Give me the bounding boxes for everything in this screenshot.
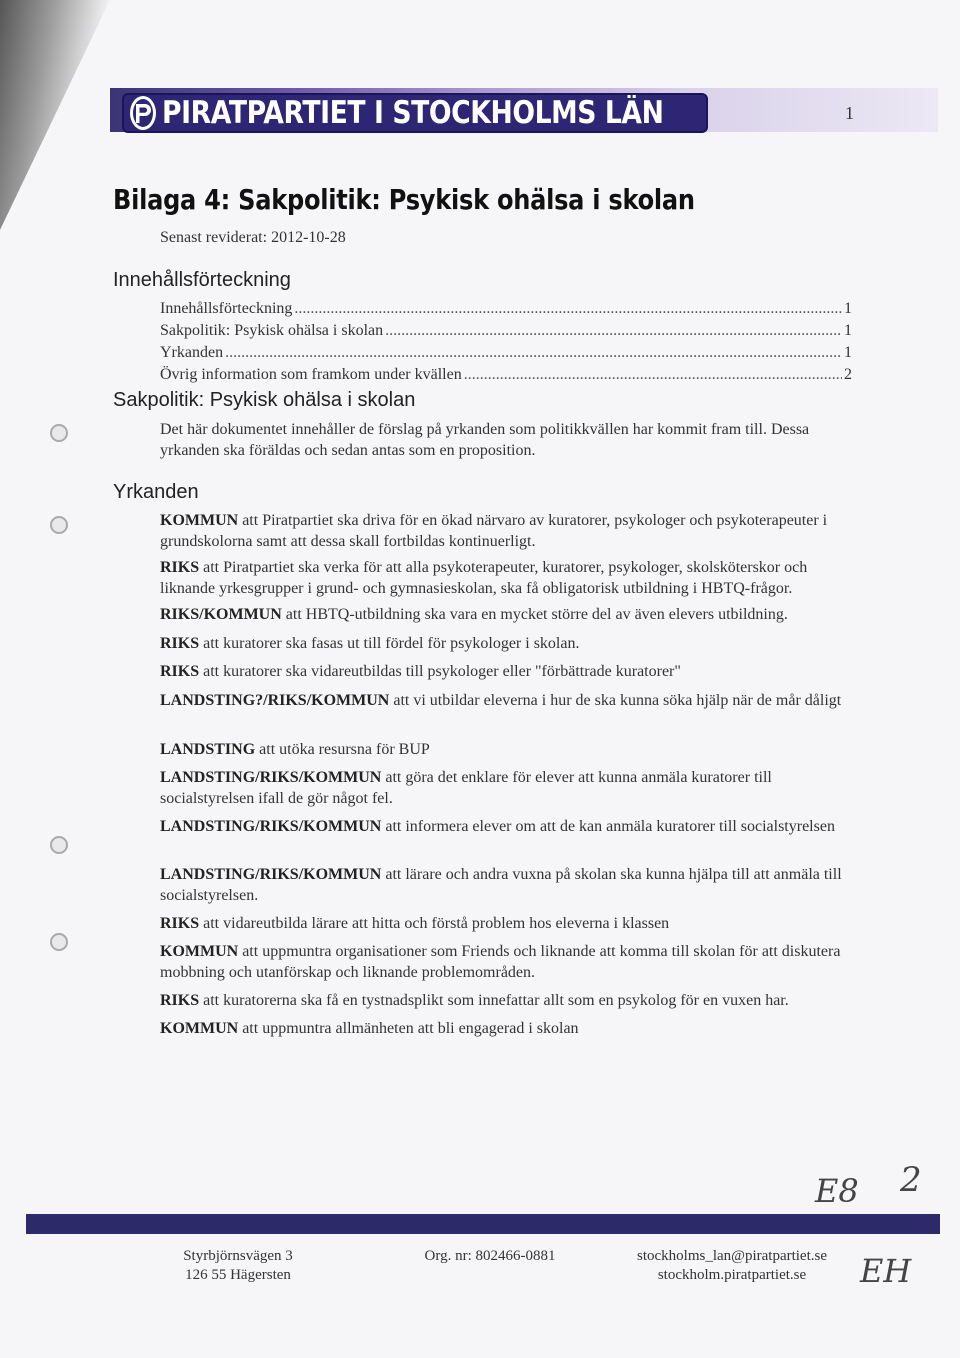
motion-text: att informera elever om att de kan anmäla kuratorer till socialstyrelsen [381,818,835,835]
motion-level: LANDSTING/RIKS/KOMMUN [160,866,382,883]
toc-entry-page: 1 [844,300,852,317]
address-line: 126 55 Hägersten [185,1267,291,1283]
motion-level: RIKS [160,559,200,576]
motion-text: att uppmuntra organisationer som Friends och liknande att komma till skolan för att diskutera mobbning och utanförskap och liknande problemområden. [160,943,841,981]
motion-item [160,913,850,934]
toc-entry[interactable] [160,364,852,386]
footer-email[interactable]: stockholms_lan@piratpartiet.se [636,1248,828,1264]
punch-hole [50,933,68,951]
toc-entry-title: Övrig information som framkom under kvällen [160,366,462,383]
punch-hole [50,516,68,534]
toc-heading: Innehållsförteckning [113,269,291,291]
section-heading: Sakpolitik: Psykisk ohälsa i skolan [113,389,416,411]
toc-entry-title: Yrkanden [160,344,224,361]
motion-text: att HBTQ-utbildning ska vara en mycket större del av även elevers utbildning. [281,606,788,623]
motion-item [160,816,850,837]
footer-website[interactable]: stockholm.piratpartiet.se [657,1267,807,1283]
motion-level: KOMMUN [160,943,239,960]
motion-level: RIKS [160,663,200,680]
motion-text: att lärare och andra vuxna på skolan ska kunna hjälpa till att anmäla till socialstyrelsen. [160,866,842,904]
handwritten-note: E8 [815,1172,859,1210]
handwritten-note: 2 [900,1160,922,1200]
toc-leader [464,364,842,386]
section-heading: Yrkanden [113,481,199,503]
address-line: Styrbjörnsvägen 3 [183,1248,293,1264]
motion-level: RIKS [160,992,200,1009]
toc-leader [294,298,842,320]
motion-text: att kuratorerna ska få en tystnadsplikt som innefattar allt som en psykolog för en vuxen har. [199,992,789,1009]
punch-hole [50,836,68,854]
motion-item [160,557,850,599]
motion-item [160,604,850,625]
motion-item [160,767,850,809]
motion-level: RIKS [160,915,200,932]
punch-hole [50,424,68,442]
motion-level: RIKS/KOMMUN [160,606,282,623]
motion-text: att uppmuntra allmänheten att bli engagerad i skolan [238,1020,579,1037]
toc-entry[interactable] [160,298,852,320]
org-number: Org. nr: 802466-0881 [424,1248,556,1264]
party-logo [122,93,708,133]
toc-entry[interactable] [160,320,852,342]
motion-text: att Piratpartiet ska verka för att alla psykoterapeuter, kuratorer, psykologer, skolsköterskor och liknande yrkesgrupper i grund- och gymnasieskolan, ska få obligatorisk utbildning i HBTQ-frågor. [160,559,808,597]
pirate-flag-icon [130,96,156,130]
toc-entry-page: 1 [844,322,852,339]
motion-level: KOMMUN [160,512,239,529]
page-number: 1 [845,103,854,123]
toc-entry-page: 2 [844,366,852,383]
toc-leader [225,342,842,364]
motion-level: RIKS [160,635,200,652]
document-title: Bilaga 4: Sakpolitik: Psykisk ohälsa i skolan [113,183,695,216]
footer-address [170,1247,306,1285]
motion-item [160,633,850,654]
motion-item [160,661,850,682]
toc-entry-page: 1 [844,344,852,361]
motion-text: att vidareutbilda lärare att hitta och förstå problem hos eleverna i klassen [199,915,670,932]
footer-org [410,1247,570,1266]
motion-level: LANDSTING [160,741,256,758]
section-intro: Det här dokumentet innehåller de förslag på yrkanden som politikkvällen har kommit fram till. Dessa yrkanden ska föräldas och sedan antas som en proposition. [160,421,810,459]
toc-leader [385,320,842,342]
logo-text: PIRATPARTIET I STOCKHOLMS LÄN [162,95,664,131]
toc-entry-title: Sakpolitik: Psykisk ohälsa i skolan [160,322,384,339]
motion-item [160,990,850,1011]
motion-item [160,941,850,983]
motion-item [160,690,850,711]
motion-text: att kuratorer ska fasas ut till fördel för psykologer i skolan. [199,635,580,652]
motion-item [160,1018,850,1039]
motion-text: att Piratpartiet ska driva för en ökad närvaro av kuratorer, psykologer och psykoterapeuter i grundskolorna samt att dessa skall fortbildas kontinuerligt. [160,512,828,550]
scan-shadow [0,0,110,230]
footer-contact [622,1247,842,1285]
motion-item [160,864,850,906]
toc-entry-title: Innehållsförteckning [160,300,293,317]
motion-text: att göra det enklare för elever att kunna anmäla kuratorer till socialstyrelsen ifall de gör något fel. [160,769,772,807]
table-of-contents [160,298,852,386]
footer-bar [26,1214,940,1234]
motion-text: att vi utbildar eleverna i hur de ska kunna söka hjälp när de mår dåligt [389,692,842,709]
motion-item [160,739,850,760]
motion-level: KOMMUN [160,1020,239,1037]
motion-item [160,510,850,552]
toc-entry[interactable] [160,342,852,364]
handwritten-initials: EH [860,1252,912,1290]
revised-date: Senast reviderat: 2012-10-28 [160,229,346,246]
motion-level: LANDSTING?/RIKS/KOMMUN [160,692,390,709]
motion-level: LANDSTING/RIKS/KOMMUN [160,818,382,835]
motion-level: LANDSTING/RIKS/KOMMUN [160,769,382,786]
motion-text: att utöka resursna för BUP [255,741,430,758]
motion-text: att kuratorer ska vidareutbildas till psykologer eller "förbättrade kuratorer" [199,663,681,680]
